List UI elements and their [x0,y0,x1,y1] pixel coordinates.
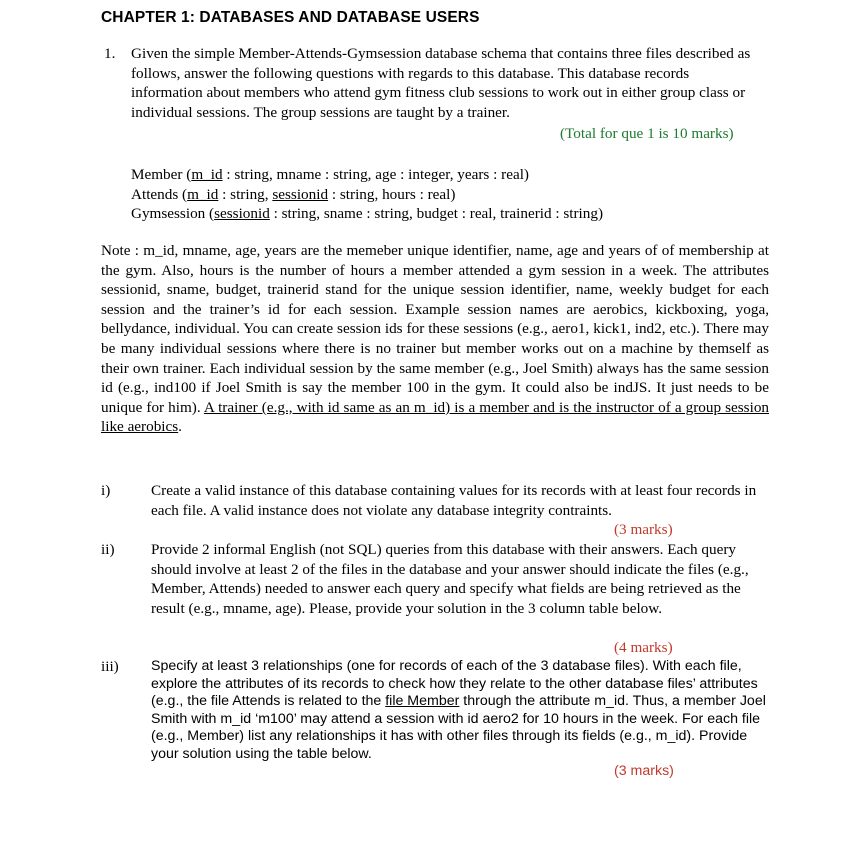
part-ii-marks: (4 marks) [614,639,673,656]
part-ii-marker: ii) [101,541,115,558]
schema-member: Member (m_id : string, mname : string, age : integer, years : real) [131,166,529,183]
primary-key: sessionid [272,185,329,203]
part-ii-text: Provide 2 informal English (not SQL) queries from this database with their answers. Each query should involve at least 2 of the files in the database and your answer should indicate the files (e.g., Member, Attends) needed to answer each query and specify what fields are being retrieved as the result (e.g., mname, age). Please, provide your solution in the 3 column table below. [151,541,749,617]
primary-key: sessionid [214,205,270,223]
schema-attends: Attends (m_id : string, sessionid : string, hours : real) [131,185,456,203]
primary-key: m_id [191,166,223,183]
chapter-title: CHAPTER 1: DATABASES AND DATABASE USERS [101,9,480,26]
part-iii-text: Specify at least 3 relationships (one for records of each of the 3 database files). With each file, explore the attributes of its records to check how they relate to the other database files’ attributes (e.g., the file Attends is related to the file Member through the attribute m_id. Thus, a member Joel Smith with m_id ‘m100’ may attend a session with id aero2 for 10 hours in the week. For each file (e.g., Member) list any relationships it has with other files through its fields (e.g., m_id). Provide your solution using the table below. [151,658,766,762]
note-paragraph: Note : m_id, mname, age, years are the memeber unique identifier, name, age and years of of membership at the gym. Also, hours is the number of hours a member attended a gym session in a week. The attributes sessionid, sname, budget, trainerid stand for the unique session identifier, name, weekly budget for each session and the trainer’s id for each session. Example session names are aerobics, kickboxing, yoga, bellydance, individual. You can create session ids for these sessions (e.g., aero1, kick1, ind2, etc.). There may be many individual sessions where there is no trainer but member works out on a machine by themself as their own trainer. Each individual session by the same member (e.g., Joel Smith) always has the same session id (e.g., ind100 if Joel Smith is say the member 100 in the gym. It could also be indJS. It just needs to be unique for him). A trainer (e.g., with id same as an m_id) is a member and is the instructor of a group session like aerobics. [101,242,770,436]
part-iii-marks: (3 marks) [614,763,674,779]
schema-definition [131,165,603,224]
file-member-link: file Member [385,693,460,710]
primary-key: m_id [187,185,219,203]
note-underlined: A trainer (e.g., with id same as an m_id) is a member and is the instructor of a group session like aerobics [101,398,770,436]
total-marks: (Total for que 1 is 10 marks) [560,125,734,142]
part-i-text: Create a valid instance of this database containing values for its records with at least four records in each file. A valid instance does not violate any database integrity contraints. [151,482,757,519]
schema-gymsession: Gymsession (sessionid : string, sname : string, budget : real, trainerid : string) [131,205,604,223]
part-i-marker: i) [101,482,111,499]
part-i-marks: (3 marks) [614,521,673,538]
question-intro: Given the simple Member-Attends-Gymsession database schema that contains three files described as follows, answer the following questions with regards to this database. This database records information about members who attend gym fitness club sessions to work out in either group class or individual sessions. The group sessions are taught by a trainer. [131,45,751,121]
part-iii-marker: iii) [101,658,119,675]
question-number: 1. [104,45,116,62]
